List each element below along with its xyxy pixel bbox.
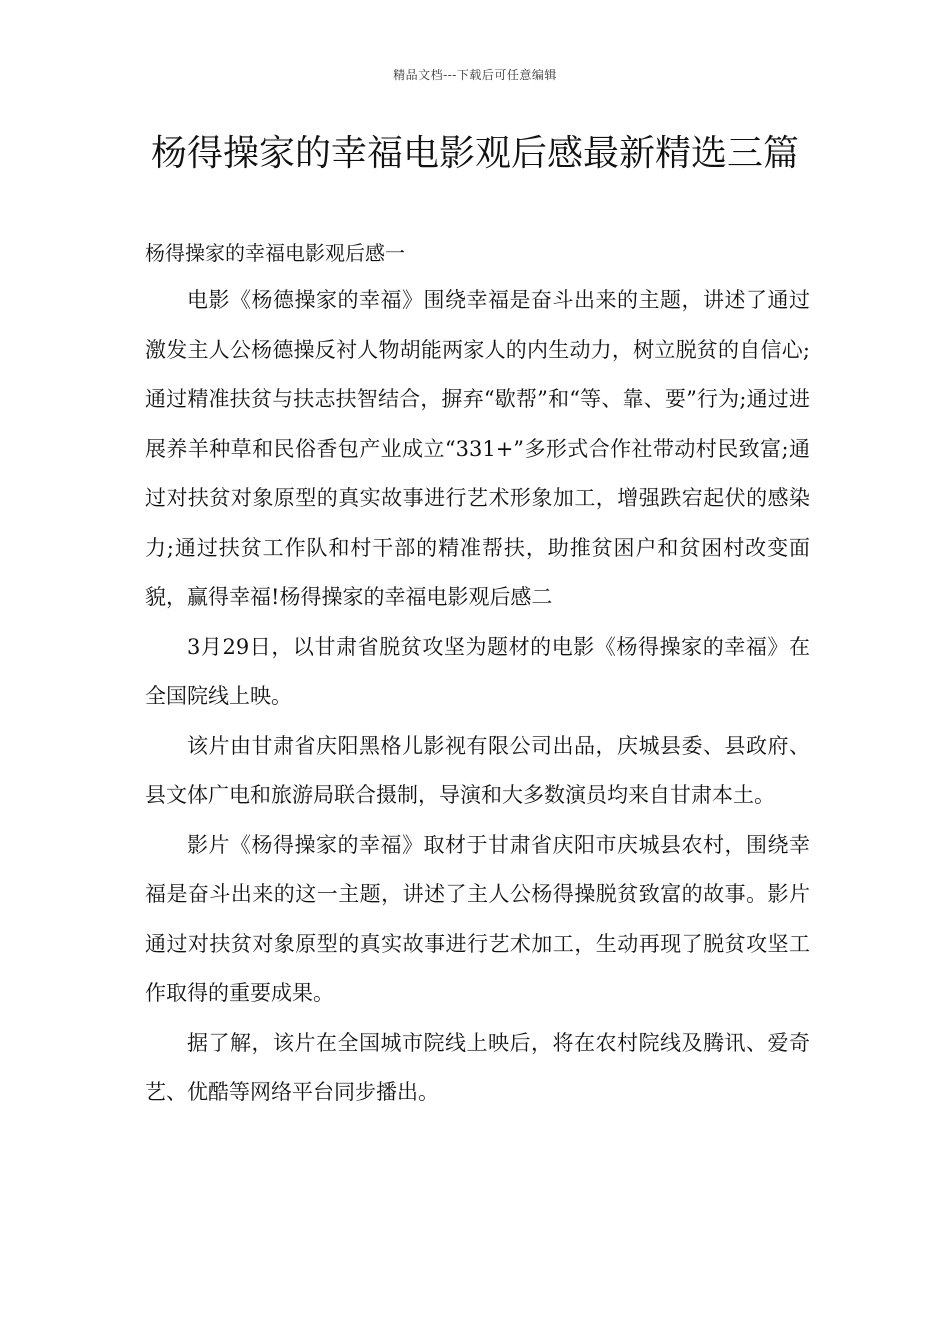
paragraph: 电影《杨德操家的幸福》围绕幸福是奋斗出来的主题，讲述了通过激发主人公杨德操反衬人物胡能两家人的内生动力，树立脱贫的自信心;通过精准扶贫与扶志扶智结合，摒弃“歇帮”和“等、靠、要”行为;通过进展养羊种草和民俗香包产业成立“331+”多形式合作社带动村民致富;通过对扶贫对象原型的真实故事进行艺术形象加工，增强跌宕起伏的感染力;通过扶贫工作队和村干部的精准帮扶，助推贫困户和贫困村改变面貌，赢得幸福!杨得操家的幸福电影观后感二	[145, 288, 810, 609]
paragraph: 该片由甘肃省庆阳黑格儿影视有限公司出品，庆城县委、县政府、县文体广电和旅游局联合摄制，导演和大多数演员均来自甘肃本土。	[145, 733, 810, 807]
paragraph: 据了解，该片在全国城市院线上映后，将在农村院线及腾讯、爱奇艺、优酷等网络平台同步播出。	[145, 1030, 810, 1104]
header-note: 精品文档---下载后可任意编辑	[393, 68, 557, 82]
document-title: 杨得操家的幸福电影观后感最新精选三篇	[150, 133, 799, 174]
document-body	[145, 239, 810, 1118]
section-heading: 杨得操家的幸福电影观后感一	[145, 241, 405, 265]
paragraph: 影片《杨得操家的幸福》取材于甘肃省庆阳市庆城县农村，围绕幸福是奋斗出来的这一主题，讲述了主人公杨得操脱贫致富的故事。影片通过对扶贫对象原型的真实故事进行艺术加工，生动再现了脱贫攻坚工作取得的重要成果。	[145, 832, 810, 1005]
paragraph: 3月29日，以甘肃省脱贫攻坚为题材的电影《杨得操家的幸福》在全国院线上映。	[145, 634, 810, 708]
